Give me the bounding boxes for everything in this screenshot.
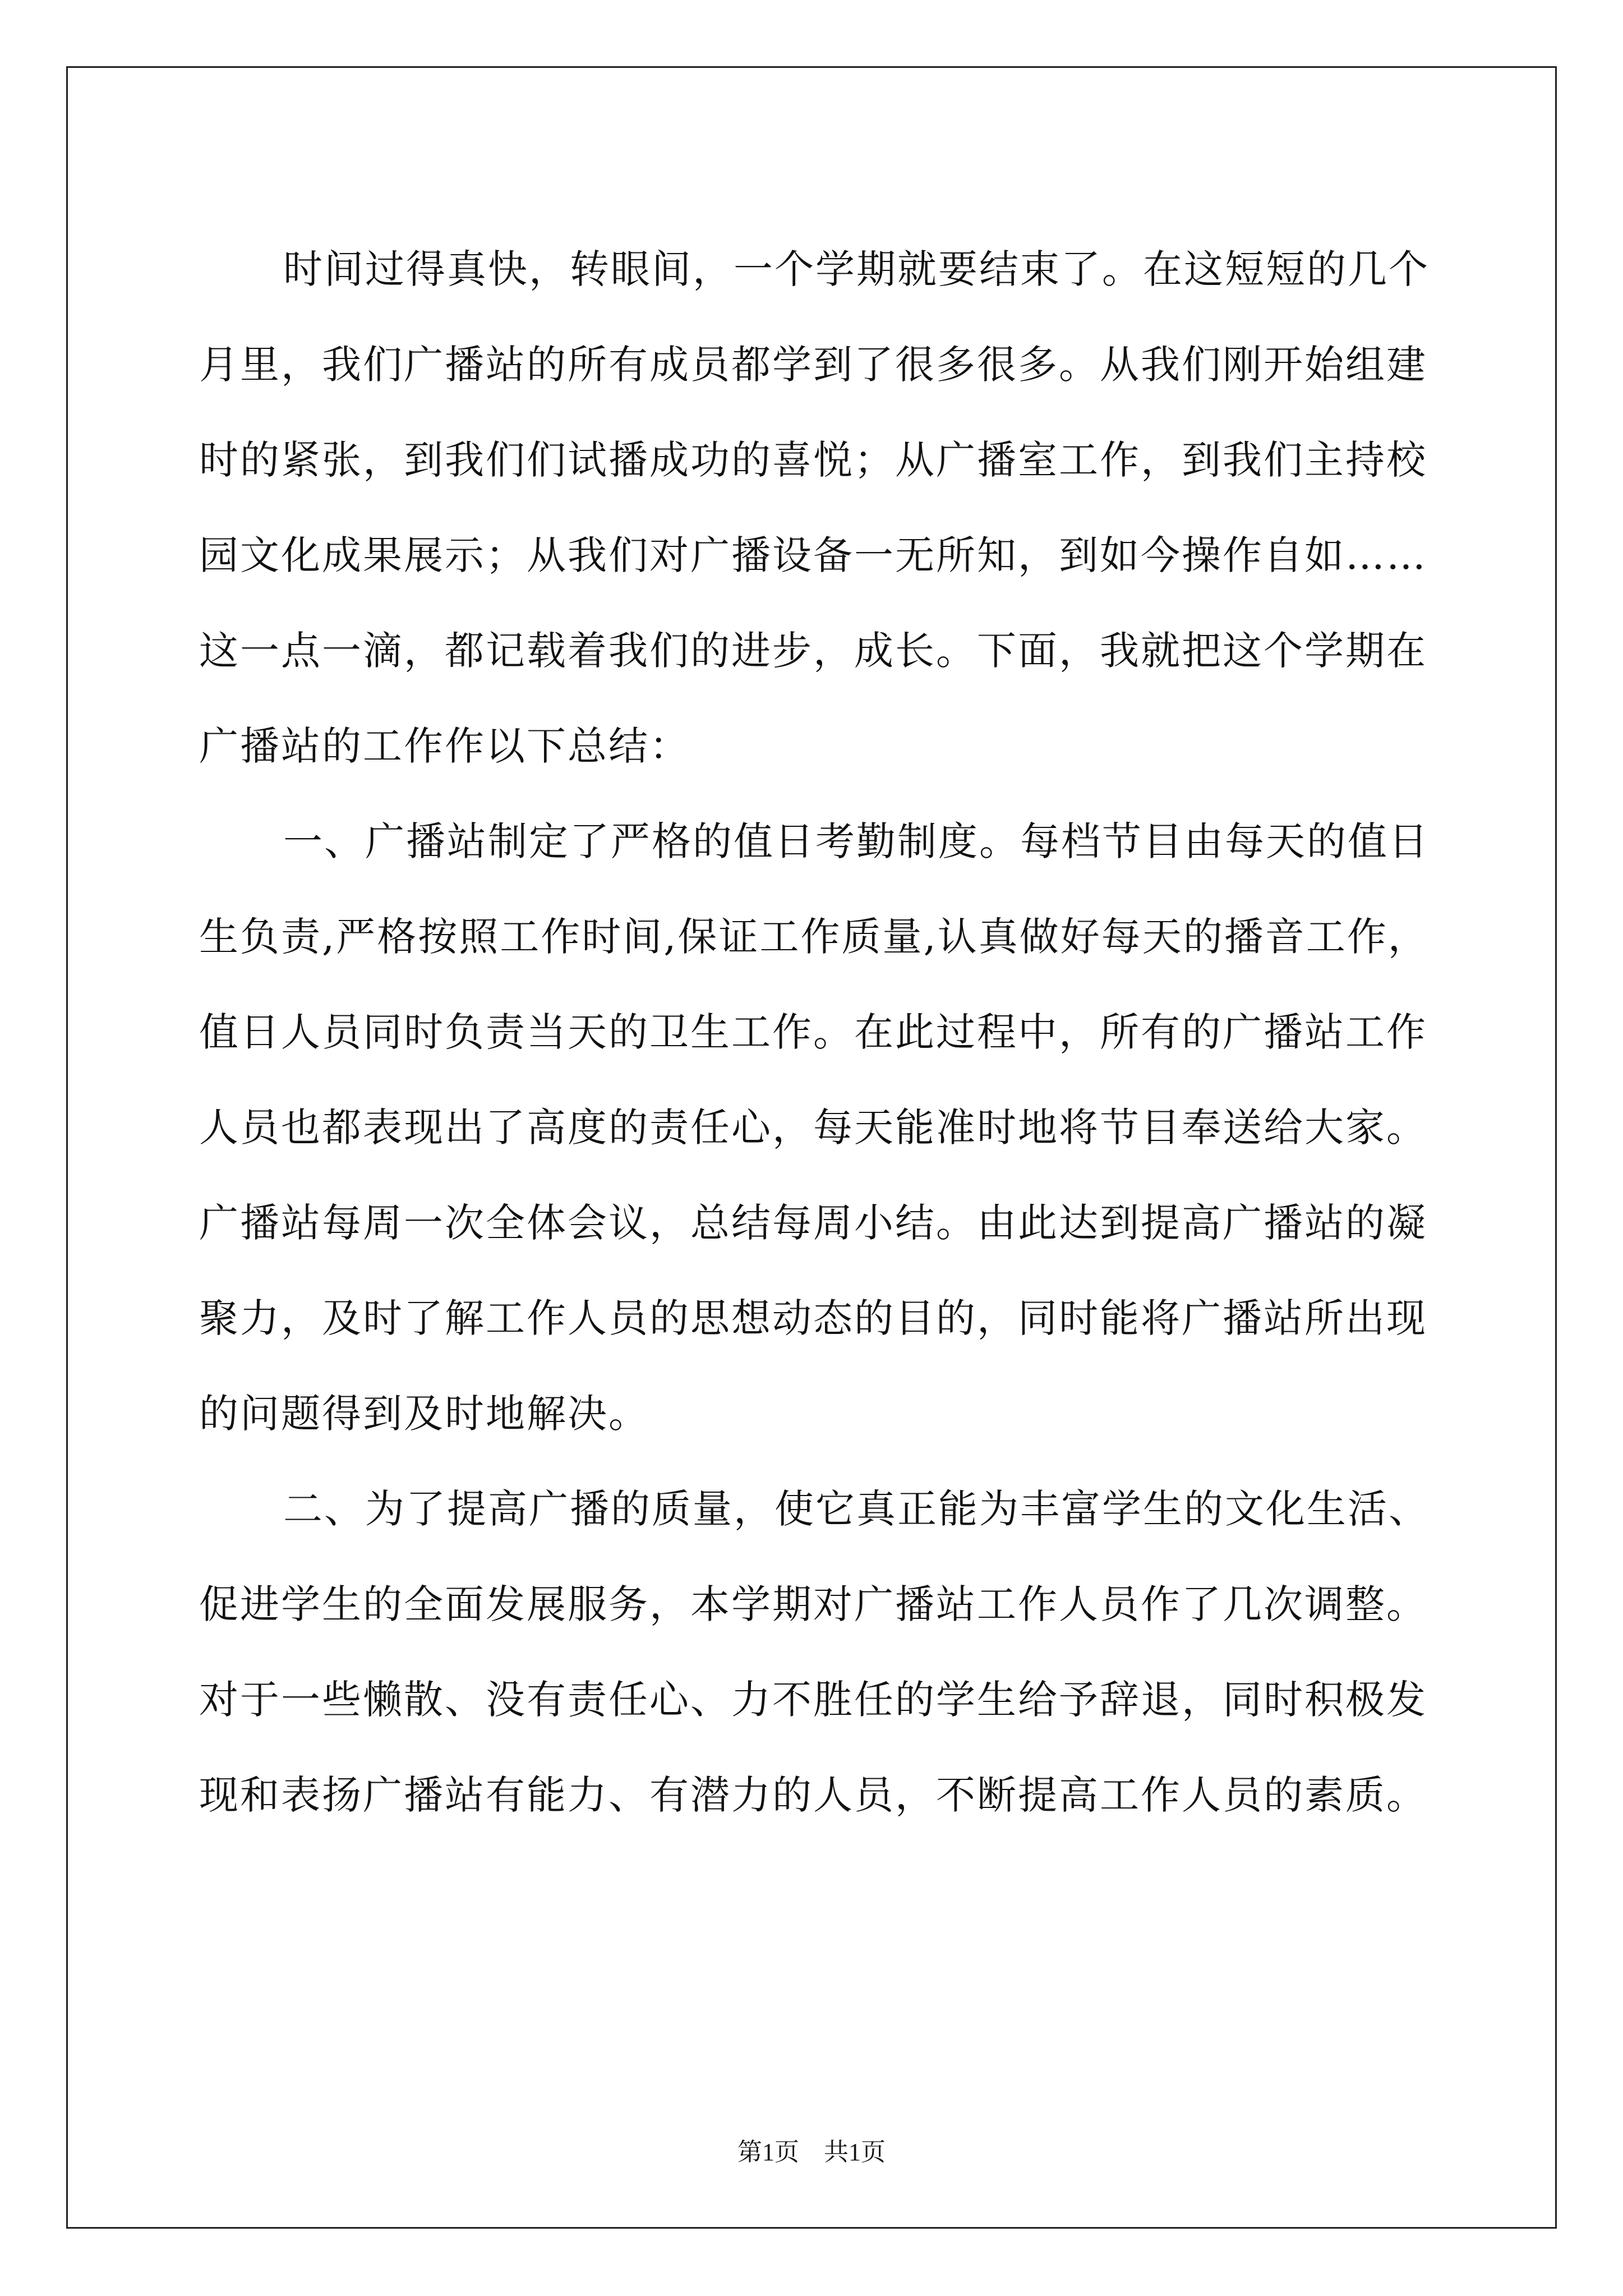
text-line: 广播站每周一次全体会议，总结每周小结。由此达到提高广播站的凝 <box>199 1200 1427 1246</box>
text-line: 生负责,严格按照工作时间,保证工作质量,认真做好每天的播音工作， <box>199 914 1429 960</box>
text-line: 值日人员同时负责当天的卫生工作。在此过程中，所有的广播站工作 <box>199 1009 1427 1055</box>
text-line: 促进学生的全面发展服务，本学期对广播站工作人员作了几次调整。 <box>199 1581 1427 1627</box>
text-line: 一、广播站制定了严格的值日考勤制度。每档节目由每天的值日 <box>283 818 1430 864</box>
page-number-total: 共1页 <box>824 2138 886 2166</box>
text-line: 现和表扬广播站有能力、有潜力的人员，不断提高工作人员的素质。 <box>199 1772 1427 1818</box>
text-line: 人员也都表现出了高度的责任心，每天能准时地将节目奉送给大家。 <box>199 1105 1427 1151</box>
text-line: 这一点一滴，都记载着我们的进步，成长。下面，我就把这个学期在 <box>199 628 1427 674</box>
text-line: 时的紧张，到我们们试播成功的喜悦；从广播室工作，到我们主持校 <box>199 437 1427 483</box>
page-number-current: 第1页 <box>737 2138 799 2166</box>
text-line: 对于一些懒散、没有责任心、力不胜任的学生给予辞退，同时积极发 <box>199 1677 1427 1723</box>
text-line: 的问题得到及时地解决。 <box>199 1391 649 1437</box>
text-line: 二、为了提高广播的质量，使它真正能为丰富学生的文化生活、 <box>283 1486 1430 1532</box>
text-line: 月里，我们广播站的所有成员都学到了很多很多。从我们刚开始组建 <box>199 342 1427 388</box>
page-footer <box>0 2132 1623 2168</box>
text-line: 聚力，及时了解工作人员的思想动态的目的，同时能将广播站所出现 <box>199 1295 1427 1341</box>
text-line: 时间过得真快，转眼间，一个学期就要结束了。在这短短的几个 <box>283 246 1430 292</box>
text-line: 园文化成果展示；从我们对广播设备一无所知，到如今操作自如…… <box>199 532 1427 578</box>
document-body <box>199 222 1433 1843</box>
text-line: 广播站的工作作以下总结： <box>199 723 690 769</box>
